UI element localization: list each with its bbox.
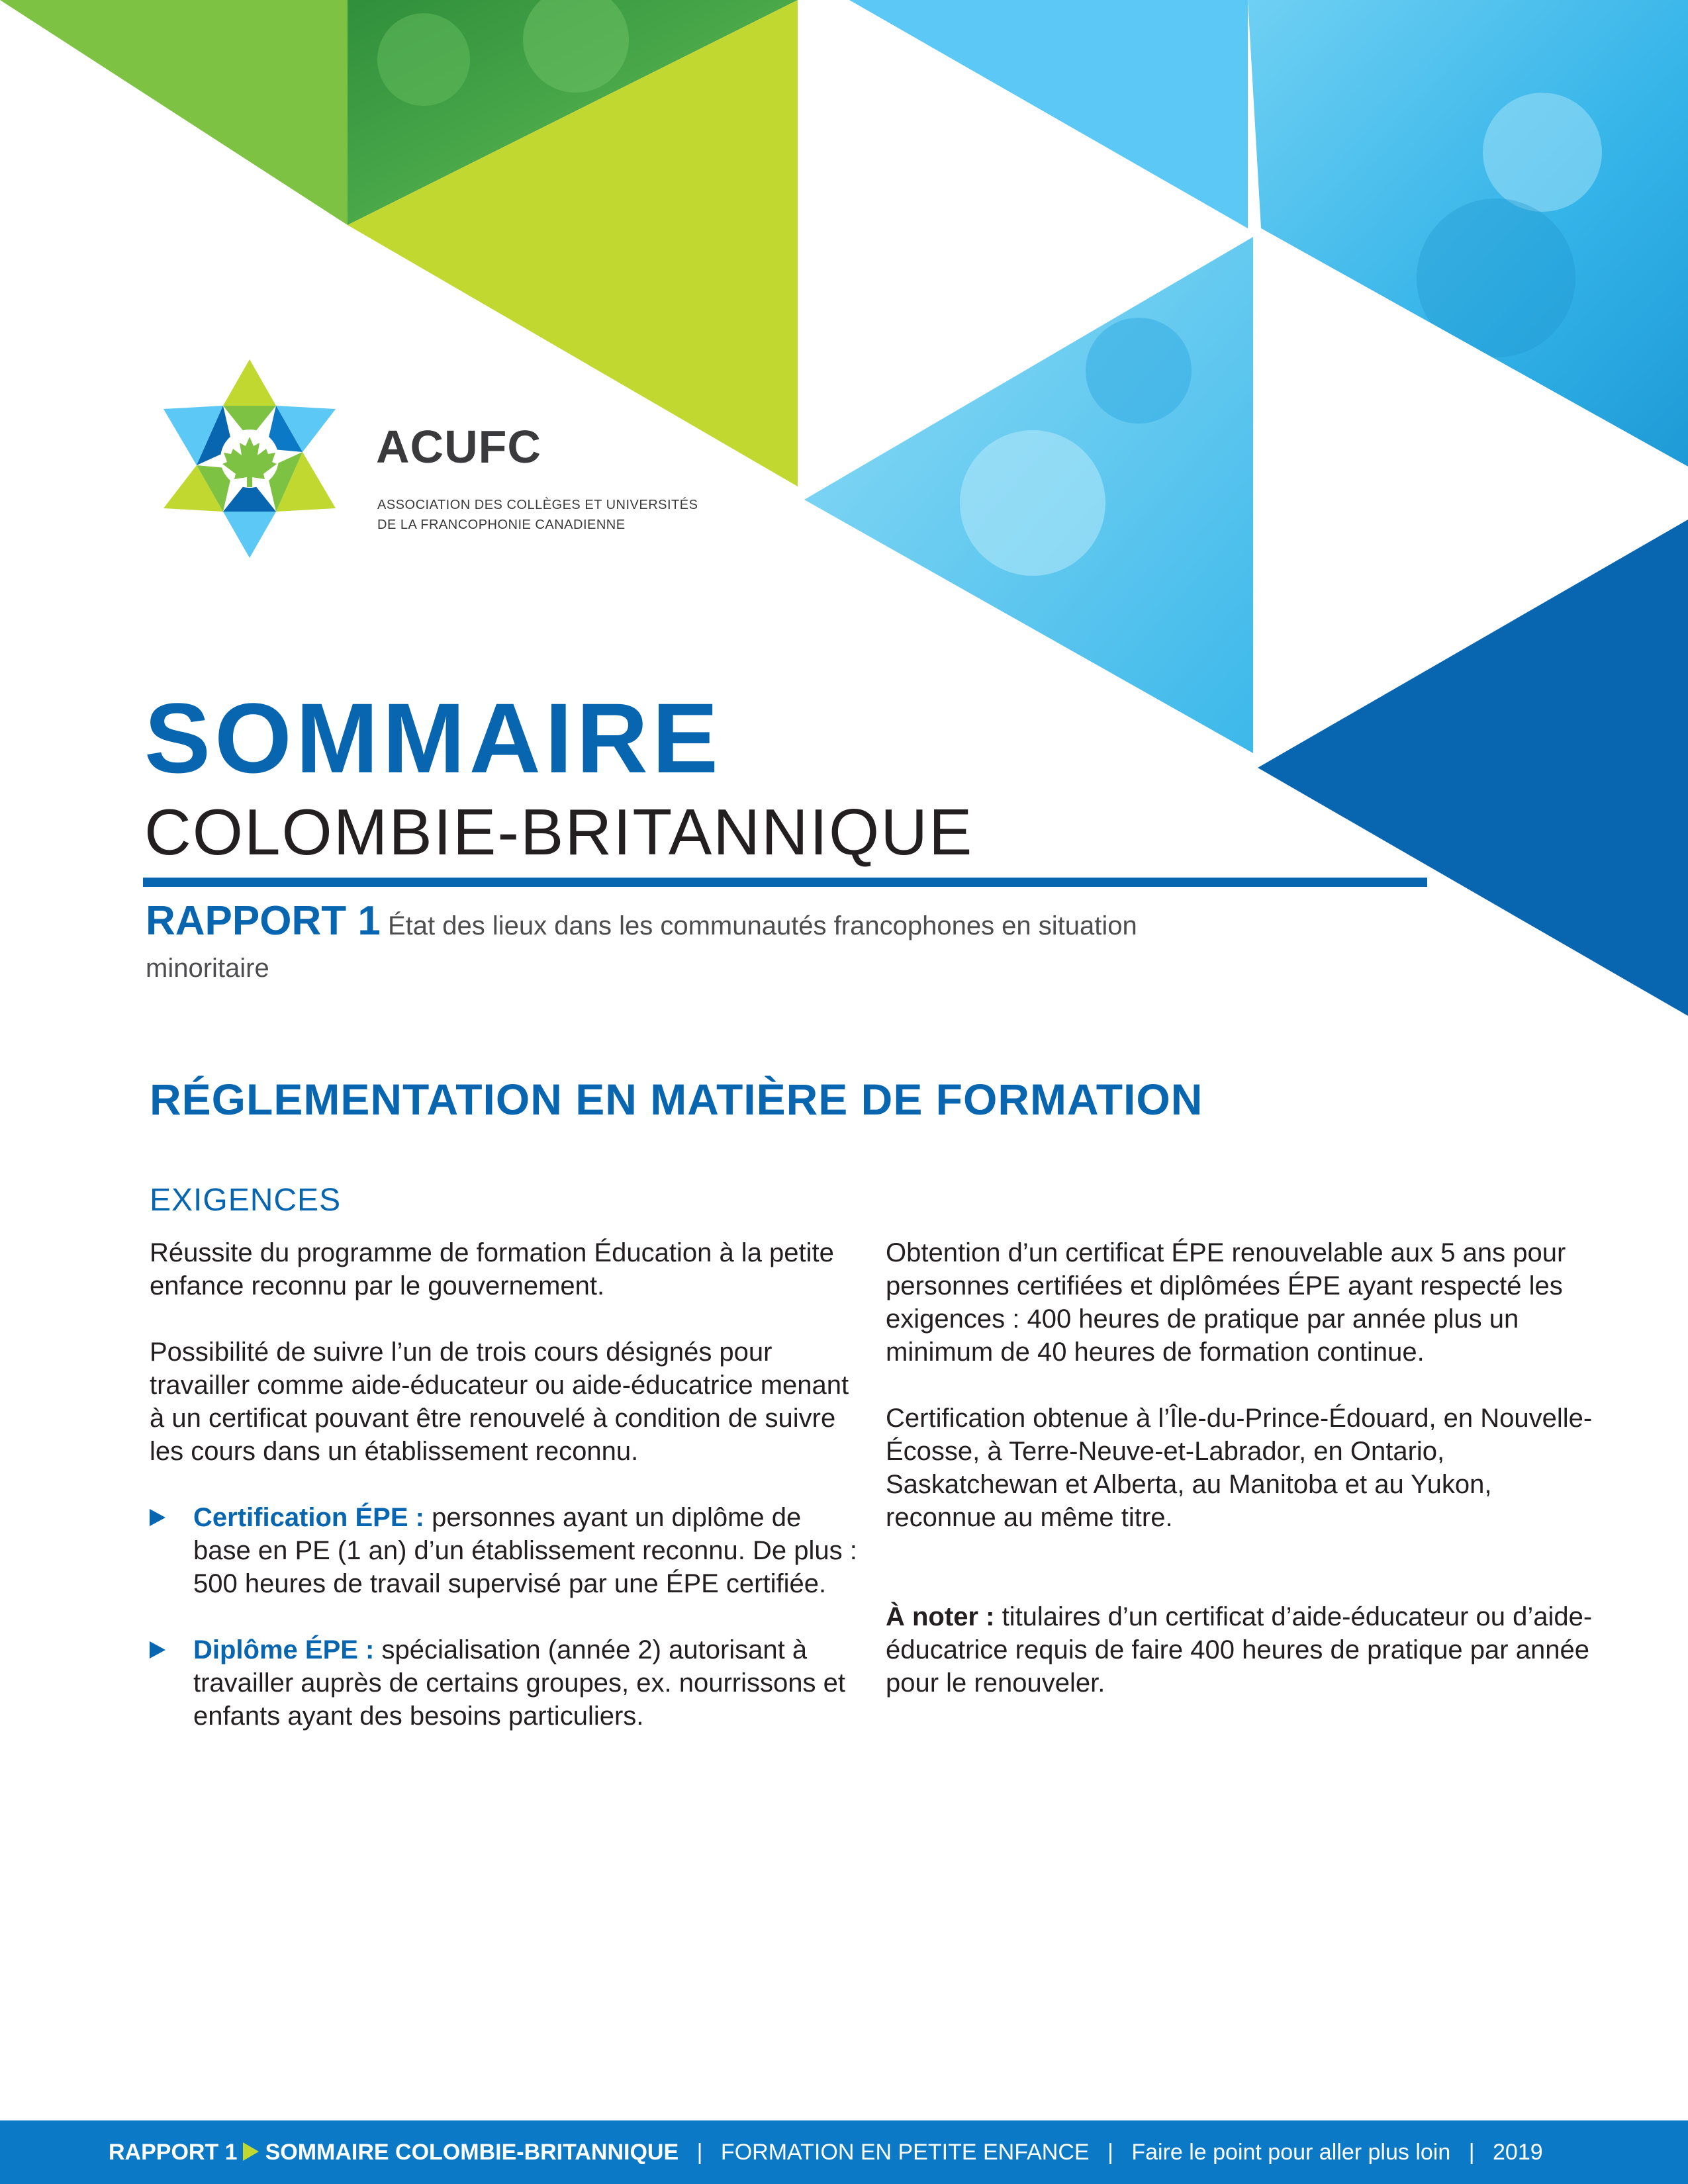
right-column	[886, 1236, 1601, 1733]
footer-separator: |	[696, 2140, 703, 2165]
left-column	[150, 1236, 858, 1766]
note-label: À noter :	[886, 1602, 995, 1631]
acufc-logo	[147, 356, 352, 561]
section-title: RÉGLEMENTATION EN MATIÈRE DE FORMATION	[150, 1075, 1203, 1124]
bullet-triangle-icon	[150, 1641, 165, 1659]
footer-separator: |	[1107, 2140, 1113, 2165]
bullet-text: spécialisation (année 2) autorisant à travailler auprès de certains groupes, ex. nourrissons et enfants ayant des besoins particuliers.	[193, 1635, 845, 1731]
org-full-name-line2: DE LA FRANCOPHONIE CANADIENNE	[377, 518, 626, 532]
page-title: SOMMAIRE	[144, 682, 722, 794]
bullet-text: personnes ayant un diplôme de base en PE (1 an) d’un établissement reconnu. De plus : 500 heures de travail supervisé par une ÉPE certifiée.	[193, 1503, 857, 1598]
note-paragraph	[886, 1600, 1601, 1700]
footer-summary: SOMMAIRE COLOMBIE-BRITANNIQUE	[265, 2140, 679, 2165]
footer-report: RAPPORT 1	[109, 2140, 238, 2165]
bullet-label: Diplôme ÉPE :	[193, 1635, 375, 1664]
footer-tagline: Faire le point pour aller plus loin	[1131, 2140, 1451, 2165]
paragraph: Certification obtenue à l’Île-du-Prince-Édouard, en Nouvelle-Écosse, à Terre-Neuve-et-Labrador, en Ontario, Saskatchewan et Alberta, au Manitoba et au Yukon, reconnue au même titre.	[886, 1404, 1593, 1532]
org-full-name	[377, 495, 698, 535]
report-label: RAPPORT 1	[146, 898, 381, 944]
section-subtitle: EXIGENCES	[150, 1183, 342, 1218]
org-full-name-line1: ASSOCIATION DES COLLÈGES ET UNIVERSITÉS	[377, 498, 698, 512]
paragraph: Obtention d’un certificat ÉPE renouvelable aux 5 ans pour personnes certifiées et diplômées ÉPE ayant respecté les exigences : 400 heures de pratique par année plus un minimum de 40 heures de formation continue.	[886, 1238, 1566, 1367]
footer-separator: |	[1468, 2140, 1475, 2165]
paragraph: Réussite du programme de formation Éducation à la petite enfance reconnu par le gouvernement.	[150, 1238, 834, 1300]
note-text: titulaires d’un certificat d’aide-éducateur ou d’aide-éducatrice requis de faire 400 heures de pratique par année pour le renouveler.	[886, 1602, 1593, 1698]
footer-bar	[0, 2120, 1688, 2184]
bullet-item	[150, 1501, 858, 1600]
bullet-triangle-icon	[150, 1509, 165, 1526]
report-line	[146, 900, 1178, 989]
paragraph: Possibilité de suivre l’un de trois cours désignés pour travailler comme aide-éducateur ou aide-éducatrice menant à un certificat pouvant être renouvelé à condition de suivre les cours dans un établissement reconnu.	[150, 1338, 849, 1466]
footer-year: 2019	[1493, 2140, 1543, 2165]
green-triangle	[0, 0, 348, 225]
page-subtitle: COLOMBIE-BRITANNIQUE	[144, 796, 974, 868]
org-acronym: ACUFC	[376, 421, 541, 473]
title-divider	[143, 878, 1427, 887]
footer-topic: FORMATION EN PETITE ENFANCE	[720, 2140, 1090, 2165]
footer-arrow-icon	[243, 2142, 259, 2161]
light-blue-triangle	[849, 0, 1248, 228]
bullet-label: Certification ÉPE :	[193, 1503, 424, 1532]
report-description: État des lieux dans les communautés francophones en situation minoritaire	[146, 911, 1137, 983]
bullet-item	[150, 1633, 858, 1733]
dark-blue-triangle	[1258, 520, 1688, 1016]
